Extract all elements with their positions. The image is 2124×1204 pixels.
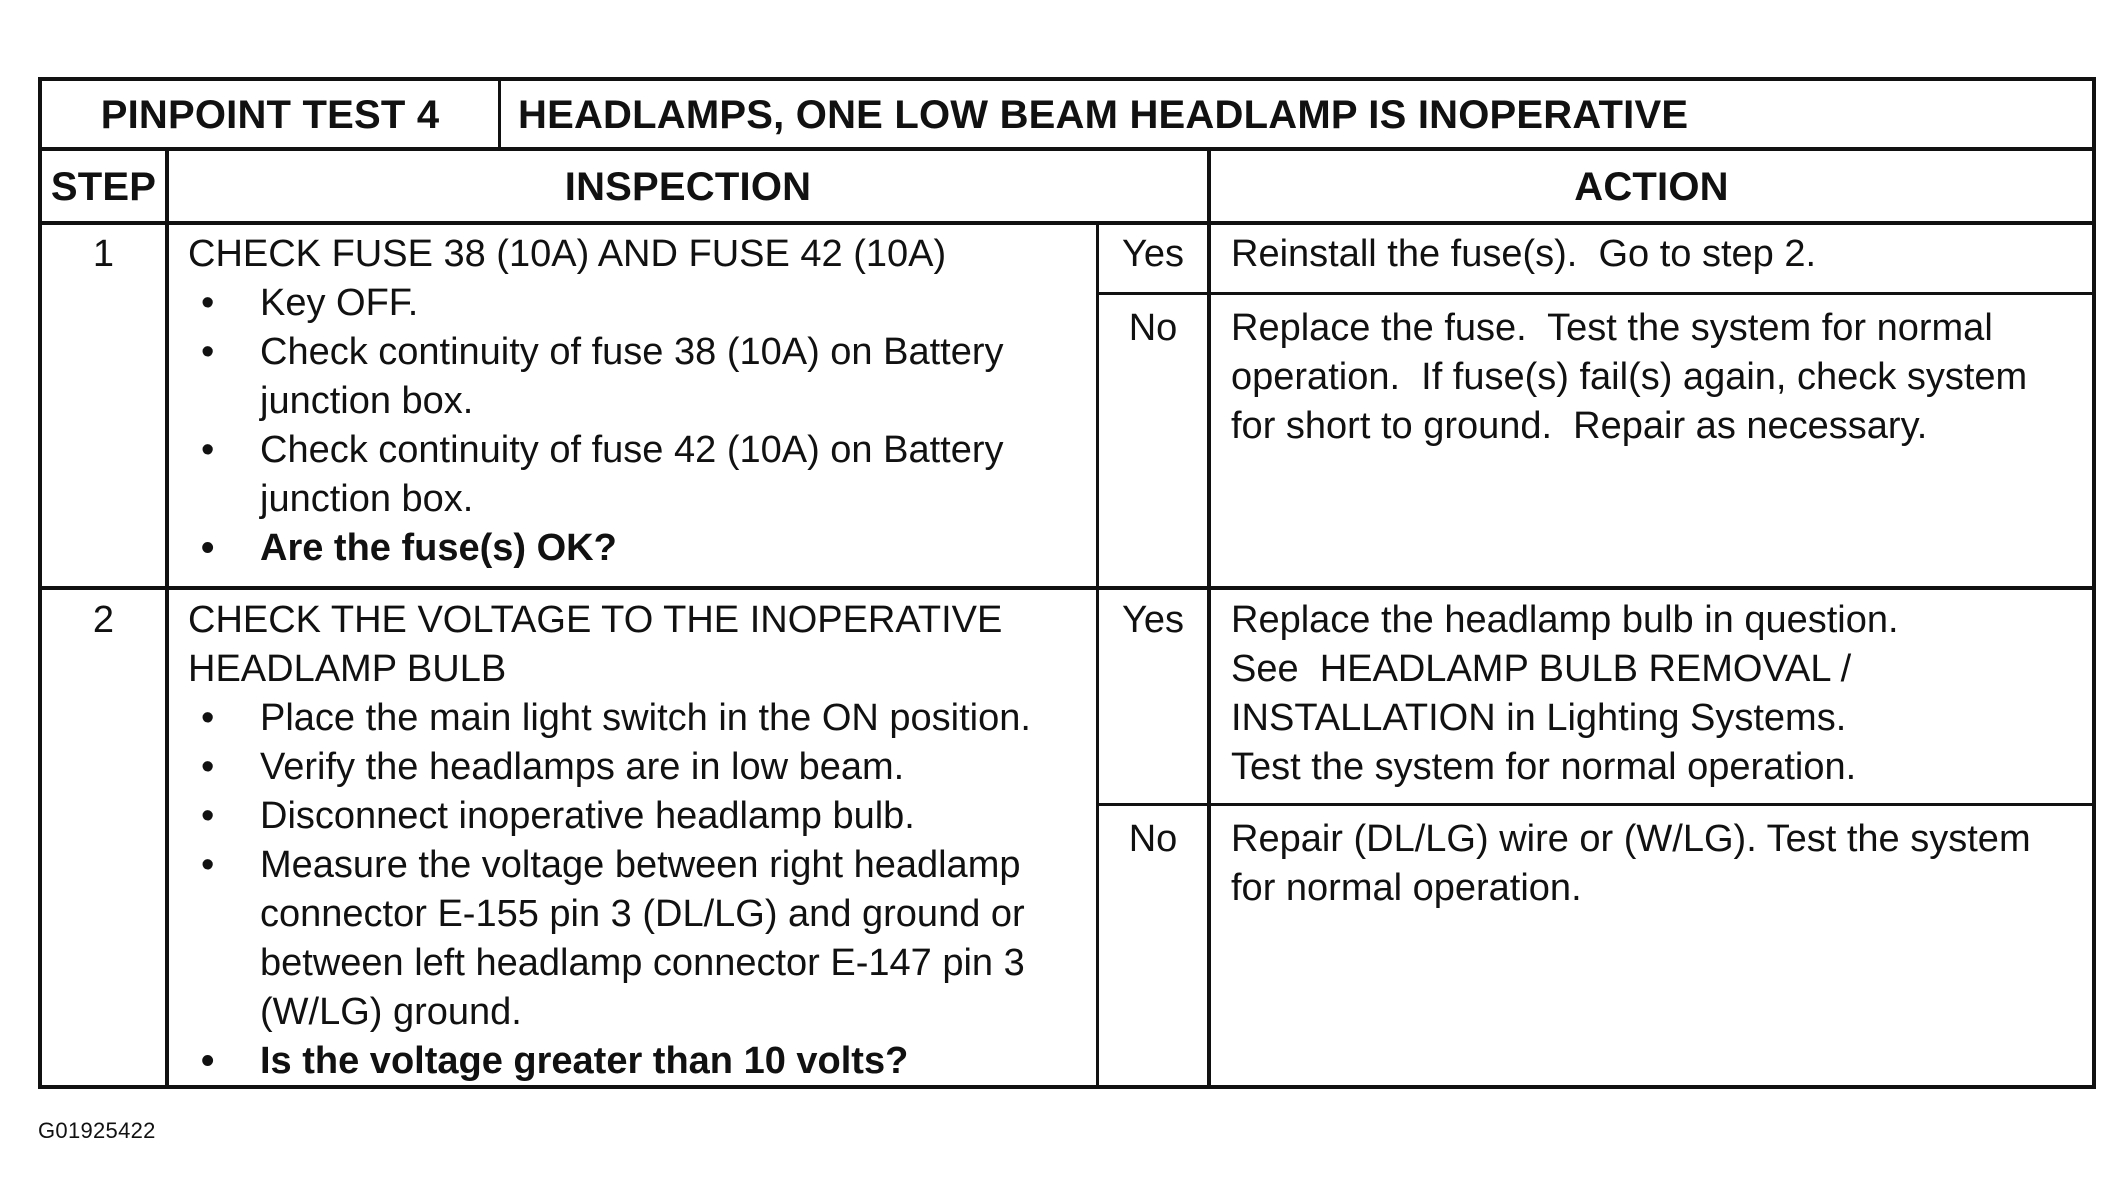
- test-title: HEADLAMPS, ONE LOW BEAM HEADLAMP IS INOPERATIVE: [518, 93, 1689, 137]
- rule-below-title: [42, 147, 2092, 151]
- checklist-question-text: Are the fuse(s) OK?: [260, 527, 617, 569]
- checklist-item: [188, 279, 1088, 328]
- rule-title-divider: [498, 81, 501, 147]
- column-header-inspection: INSPECTION: [564, 165, 812, 209]
- checklist-item-text: Key OFF.: [260, 282, 419, 324]
- rule-step1-yes-no: [1096, 292, 2092, 295]
- figure-id: G01925422: [38, 1118, 156, 1143]
- bullet-icon: •: [201, 527, 215, 569]
- checklist-item: [188, 426, 1088, 524]
- yes-action-line: INSTALLATION in Lighting Systems.: [1231, 697, 1847, 739]
- no-label: No: [1128, 307, 1178, 349]
- bullet-icon: •: [201, 282, 215, 324]
- no-action: Replace the fuse. Test the system for normal operation. If fuse(s) fail(s) again, check system for short to ground. Repair as necessary.: [1231, 307, 2038, 447]
- checklist-question: [188, 1037, 1093, 1086]
- test-number-label: PINPOINT TEST 4: [100, 93, 440, 137]
- rule-step2-yes-no: [1096, 803, 2092, 806]
- bullet-icon: •: [201, 795, 215, 837]
- step-heading: CHECK THE VOLTAGE TO THE INOPERATIVE HEADLAMP BULB: [188, 599, 1003, 690]
- rule-below-column-headers: [42, 221, 2092, 225]
- rule-step-divider: [165, 147, 169, 1085]
- bullet-icon: •: [201, 429, 215, 471]
- step-2-inspection: [188, 596, 1093, 1086]
- bullet-icon: •: [201, 331, 215, 373]
- column-header-action: ACTION: [1574, 165, 1729, 209]
- bullet-icon: •: [201, 697, 215, 739]
- yes-action-line: See HEADLAMP BULB REMOVAL /: [1231, 648, 1852, 690]
- bullet-icon: •: [201, 844, 215, 886]
- checklist-item-text: Disconnect inoperative headlamp bulb.: [260, 795, 915, 837]
- yes-label: Yes: [1122, 599, 1184, 641]
- checklist-item-text: Verify the headlamps are in low beam.: [260, 746, 905, 788]
- yes-action-line: Test the system for normal operation.: [1231, 746, 1857, 788]
- inspection-checklist: [188, 279, 1088, 573]
- pinpoint-test-table: [38, 77, 2096, 1089]
- step-1-inspection: [188, 230, 1088, 573]
- bullet-icon: •: [201, 746, 215, 788]
- rule-yes-no-left: [1096, 225, 1099, 1085]
- yes-action: Reinstall the fuse(s). Go to step 2.: [1231, 233, 1817, 275]
- checklist-item-text: Check continuity of fuse 38 (10A) on Battery junction box.: [260, 331, 1004, 422]
- checklist-item: [188, 841, 1093, 1037]
- yes-action: [1231, 596, 2081, 792]
- step-number: 1: [92, 233, 115, 275]
- bullet-icon: •: [201, 1040, 215, 1082]
- no-label: No: [1128, 818, 1178, 860]
- checklist-item: [188, 743, 1093, 792]
- checklist-item: [188, 328, 1088, 426]
- yes-label: Yes: [1122, 233, 1184, 275]
- checklist-item: [188, 694, 1093, 743]
- checklist-item-text: Check continuity of fuse 42 (10A) on Battery junction box.: [260, 429, 1004, 520]
- checklist-item-text: Place the main light switch in the ON position.: [260, 697, 1031, 739]
- checklist-question: [188, 524, 1088, 573]
- step-number: 2: [92, 599, 115, 641]
- column-header-step: STEP: [50, 165, 157, 209]
- rule-action-divider: [1207, 147, 1211, 1085]
- checklist-question-text: Is the voltage greater than 10 volts?: [260, 1040, 909, 1082]
- yes-action-line: Replace the headlamp bulb in question.: [1231, 599, 1899, 641]
- no-action: Repair (DL/LG) wire or (W/LG). Test the system for normal operation.: [1231, 818, 2031, 909]
- inspection-checklist: [188, 694, 1093, 1086]
- checklist-item: [188, 792, 1093, 841]
- step-heading: CHECK FUSE 38 (10A) AND FUSE 42 (10A): [188, 233, 947, 275]
- rule-between-steps: [42, 586, 2092, 590]
- checklist-item-text: Measure the voltage between right headlamp connector E-155 pin 3 (DL/LG) and ground or between left headlamp connector E-147 pin 3 (W/LG) ground.: [260, 844, 1025, 1033]
